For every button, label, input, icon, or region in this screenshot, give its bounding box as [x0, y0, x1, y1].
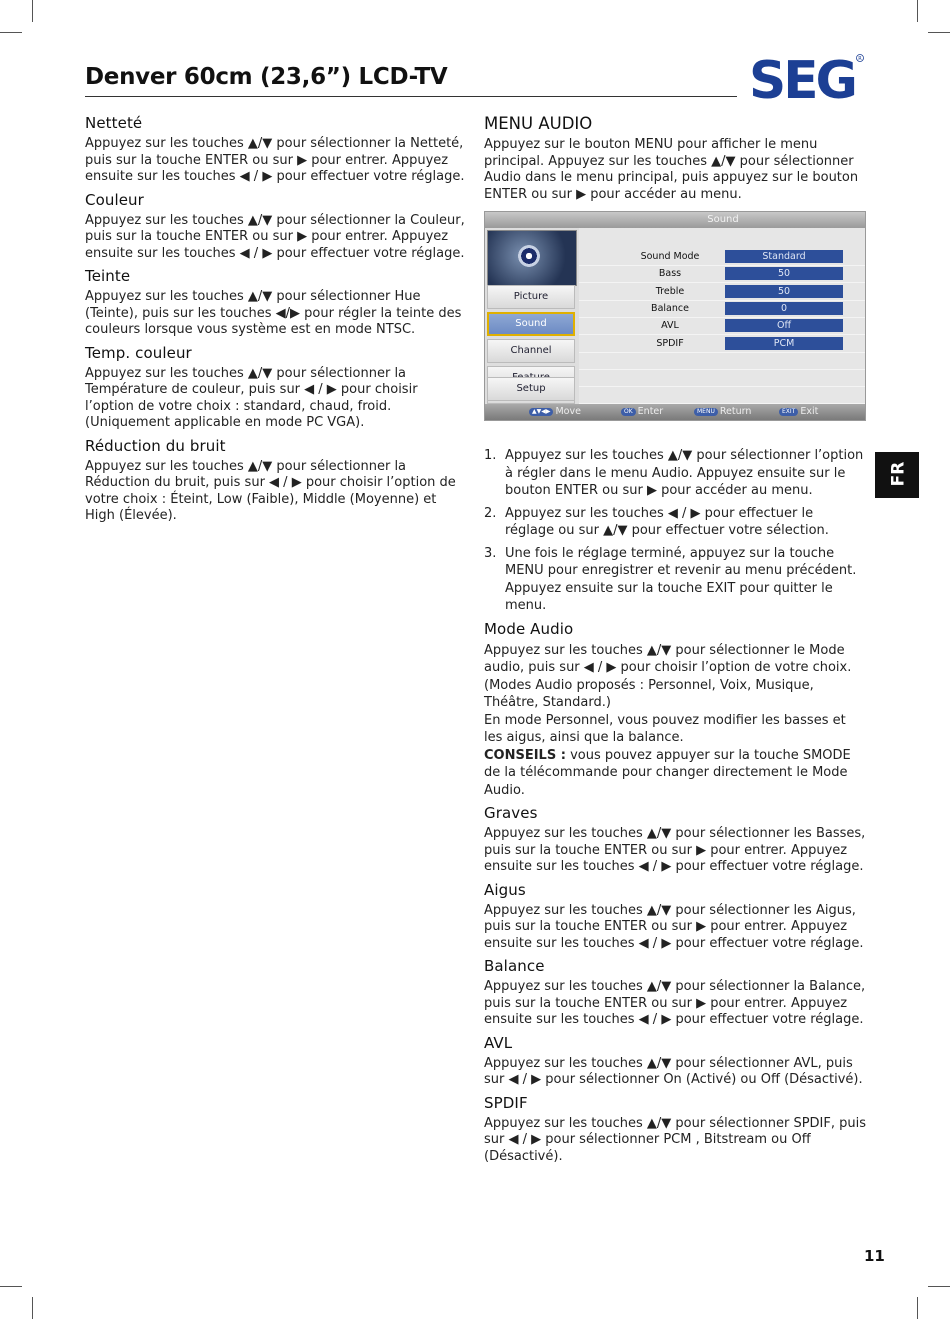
- osd-row-empty: [579, 386, 865, 404]
- section-graves: [484, 804, 866, 876]
- section-text: Appuyez sur les touches ▲/▼ pour sélectionner les Aigus, puis sur la touche ENTER ou sur ▶ pour entrer. Appuyez ensuite sur les touches ◀ / ▶ pour effectuer votre réglage.: [484, 902, 864, 951]
- list-item: [484, 505, 866, 540]
- section-heading: Temp. couleur: [85, 343, 192, 362]
- exit-key-icon: EXIT: [779, 408, 798, 416]
- osd-row-balance: [579, 300, 865, 318]
- section-text: Appuyez sur les touches ▲/▼ pour sélectionner la Couleur, puis sur la touche ENTER ou sur ▶ pour entrer. Appuyez ensuite sur les touches ◀ / ▶ pour effectuer votre réglage.: [85, 212, 465, 261]
- osd-row-spdif: [579, 335, 865, 353]
- language-tab: [875, 452, 919, 498]
- list-item: [484, 447, 866, 500]
- section-heading: Couleur: [85, 190, 144, 209]
- osd-row-treble: [579, 283, 865, 301]
- menu-audio-intro: Appuyez sur le bouton MENU pour afficher le menu principal. Appuyez sur les touches ▲/▼ pour sélectionner Audio dans le menu principal, puis appuyez sur le bouton ENTER ou sur ▶ pour accéder au menu.: [484, 137, 859, 202]
- osd-footer-label: Enter: [637, 406, 664, 417]
- svg-text:SEG: SEG: [749, 52, 855, 102]
- osd-footer-label: Exit: [800, 406, 819, 417]
- osd-row-avl: [579, 317, 865, 335]
- step-number: 3.: [484, 545, 497, 561]
- osd-row-value: PCM: [725, 337, 843, 350]
- step-number: 1.: [484, 448, 497, 463]
- crop-mark: [32, 1297, 33, 1319]
- osd-row-label: Balance: [651, 303, 689, 314]
- section-heading: Réduction du bruit: [85, 436, 226, 455]
- section-balance: [484, 957, 866, 1029]
- section-heading: Graves: [484, 804, 538, 822]
- osd-row-empty: [579, 352, 865, 370]
- osd-footer-exit: [779, 404, 818, 420]
- osd-title: Sound: [707, 214, 739, 225]
- tip-label: CONSEILS :: [484, 747, 566, 763]
- step-text: Appuyez sur les touches ◀ / ▶ pour effectuer le réglage ou sur ▲/▼ pour effectuer votre sélection.: [505, 505, 829, 538]
- section-aigus: [484, 881, 866, 953]
- section-heading: SPDIF: [484, 1093, 528, 1112]
- section-text: Appuyez sur les touches ▲/▼ pour sélectionner AVL, puis sur ◀ / ▶ pour sélectionner On (Activé) ou Off (Désactivé).: [484, 1055, 863, 1087]
- list-item: [484, 545, 866, 615]
- osd-footer-label: Return: [719, 406, 752, 417]
- section-text: Appuyez sur les touches ▲/▼ pour sélectionner le Mode audio, puis sur ◀ / ▶ pour choisir l’option de votre choix. (Modes Audio proposés : Personnel, Voix, Musique, Théâtre, Standard.): [484, 642, 852, 710]
- section-text: Appuyez sur les touches ▲/▼ pour sélectionner la Température de couleur, puis sur ◀ / ▶ pour choisir l’option de votre choix : standard, chaud, froid. (Uniquement applicable en mode PC VGA).: [85, 365, 418, 430]
- menu-key-icon: MENU: [694, 408, 718, 416]
- osd-row-label: Bass: [658, 268, 682, 279]
- page-number: 11: [864, 1247, 885, 1265]
- step-text: Appuyez sur les touches ▲/▼ pour sélectionner l’option à régler dans le menu Audio. Appuyez ensuite sur le bouton ENTER ou sur ▶ pour accéder au menu.: [505, 448, 864, 498]
- ok-key-icon: OK: [621, 408, 636, 416]
- svg-text:R: R: [858, 56, 862, 62]
- osd-footer-label: Move: [555, 406, 581, 417]
- crop-mark: [928, 32, 950, 33]
- section-temp-couleur: [85, 344, 467, 432]
- osd-menu-picture: Picture: [487, 285, 575, 309]
- section-heading: Teinte: [85, 267, 131, 285]
- section-text: Appuyez sur les touches ▲/▼ pour sélectionner la Balance, puis sur la touche ENTER ou sur ▶ pour entrer. Appuyez ensuite sur les touches ◀ / ▶ pour effectuer votre réglage.: [484, 979, 866, 1027]
- section-couleur: [85, 191, 467, 263]
- speaker-icon-box: [487, 230, 577, 286]
- left-column: [85, 114, 467, 530]
- section-heading: Balance: [484, 957, 545, 975]
- crop-mark: [917, 1297, 918, 1319]
- steps-list: [484, 447, 866, 615]
- section-teinte: [85, 267, 467, 339]
- section-text: Appuyez sur les touches ▲/▼ pour sélectionner la Réduction du bruit, puis sur ◀ / ▶ pour choisir l’option de votre choix : Éteint, Low (Faible), Middle (Moyenne) et High (Élevée).: [85, 458, 456, 523]
- section-spdif: [484, 1094, 866, 1166]
- arrows-icon: ▲▼◀▶: [529, 408, 553, 416]
- crop-mark: [917, 0, 918, 22]
- section-text: Appuyez sur les touches ▲/▼ pour sélectionner les Basses, puis sur la touche ENTER ou sur ▶ pour entrer. Appuyez ensuite sur les touches ◀ / ▶ pour effectuer votre réglage.: [484, 826, 866, 874]
- speaker-icon: [518, 245, 540, 267]
- osd-row-empty: [579, 369, 865, 387]
- section-heading: Mode Audio: [484, 619, 574, 638]
- osd-row-bass: [579, 265, 865, 283]
- osd-footer-move: [529, 404, 581, 420]
- osd-row-value: 0: [725, 302, 843, 315]
- seg-logo: [747, 52, 865, 102]
- section-heading: Aigus: [484, 880, 526, 899]
- section-heading: AVL: [484, 1033, 513, 1052]
- osd-row-value: Standard: [725, 250, 843, 263]
- osd-settings-panel: [579, 228, 865, 404]
- section-heading: Netteté: [85, 114, 143, 132]
- osd-title-bar: [485, 212, 865, 228]
- tip-paragraph: [484, 747, 866, 800]
- section-text: Appuyez sur les touches ▲/▼ pour sélectionner SPDIF, puis sur ◀ / ▶ pour sélectionner PCM , Bitstream ou Off (Désactivé).: [484, 1115, 866, 1164]
- osd-menu-channel: Channel: [487, 339, 575, 363]
- right-column: [484, 114, 866, 1170]
- menu-audio-title: MENU AUDIO: [484, 114, 593, 133]
- page-title: Denver 60cm (23,6”) LCD-TV: [85, 64, 448, 90]
- osd-row-value: 50: [725, 267, 843, 280]
- step-text: Une fois le réglage terminé, appuyez sur la touche MENU pour enregistrer et revenir au menu précédent. Appuyez ensuite sur la touche EXIT pour quitter le menu.: [505, 545, 857, 613]
- crop-mark: [928, 1286, 950, 1287]
- osd-row-label: AVL: [661, 320, 679, 331]
- osd-row-value: 50: [725, 285, 843, 298]
- osd-menu-sound: Sound: [487, 312, 575, 336]
- header-divider: [85, 96, 737, 97]
- osd-footer: [485, 404, 865, 420]
- section-text: Appuyez sur les touches ▲/▼ pour sélectionner Hue (Teinte), puis sur les touches ◀/▶ pour régler la teinte des couleurs lorsque vous système est en mode NTSC.: [85, 289, 462, 337]
- osd-row-label: Treble: [655, 286, 685, 297]
- crop-mark: [0, 1286, 22, 1287]
- osd-row-label: Sound Mode: [640, 251, 700, 262]
- osd-menu-setup: Setup: [487, 377, 575, 401]
- osd-footer-return: [694, 404, 751, 420]
- language-label: FR: [888, 461, 909, 487]
- tip-text: vous pouvez appuyer sur la touche SMODE de la télécommande pour changer directement le Mode Audio.: [484, 747, 851, 798]
- step-number: 2.: [484, 505, 497, 521]
- sound-menu-screenshot: [484, 211, 866, 421]
- section-nettete: [85, 114, 467, 186]
- section-avl: [484, 1034, 866, 1089]
- crop-mark: [0, 32, 22, 33]
- osd-row-label: SPDIF: [656, 338, 684, 349]
- osd-footer-enter: [621, 404, 663, 420]
- section-reduction-bruit: [85, 437, 467, 525]
- osd-row-sound-mode: [579, 248, 865, 266]
- crop-mark: [32, 0, 33, 22]
- section-text: En mode Personnel, vous pouvez modifier les basses et les aigus, ainsi que la balance.: [484, 712, 846, 745]
- osd-row-value: Off: [725, 319, 843, 332]
- section-mode-audio: [484, 620, 866, 800]
- section-text: Appuyez sur les touches ▲/▼ pour sélectionner la Netteté, puis sur la touche ENTER ou sur ▶ pour entrer. Appuyez ensuite sur les touches ◀ / ▶ pour effectuer votre réglage.: [85, 136, 465, 184]
